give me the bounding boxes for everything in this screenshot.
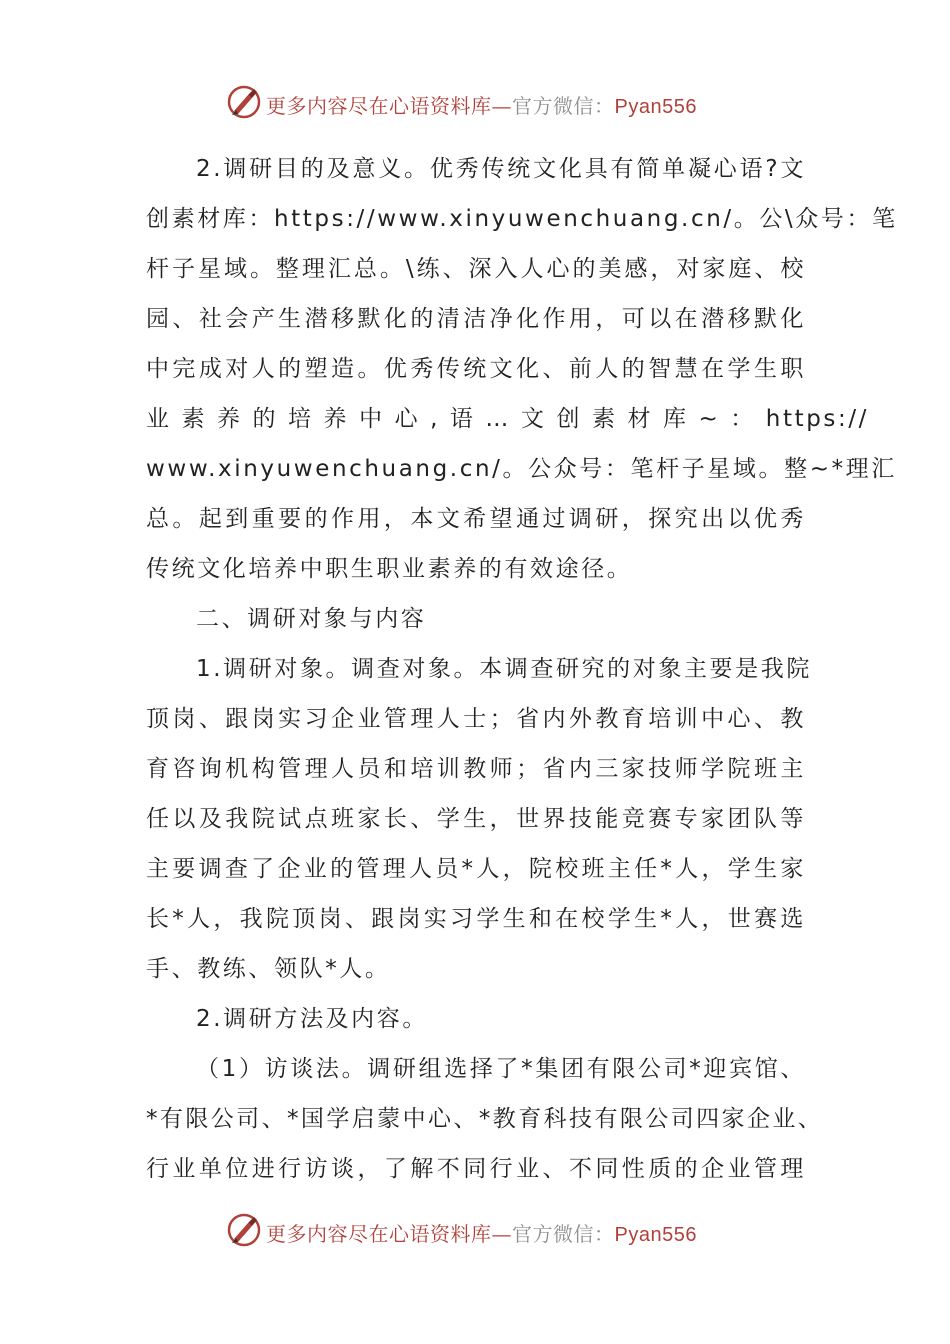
section-heading: 二、调研对象与内容 [196, 606, 427, 632]
text-line: 传统文化培养中职生职业素养的有效途径。 [146, 556, 633, 582]
text-line: 2.调研方法及内容。 [196, 1006, 428, 1032]
footer-watermark [0, 1210, 950, 1250]
text-line: 园、社会产生潜移默化的清洁净化作用，可以在潜移默化 [146, 306, 806, 332]
pen-logo-icon [226, 84, 262, 120]
text-line: 业 素 养 的 培 养 中 心 , 语 … 文 创 素 材 库 ~ ： https:// [146, 406, 870, 432]
header-watermark [0, 82, 950, 122]
text-line: （1）访谈法。调研组选择了*集团有限公司*迎宾馆、 [196, 1056, 806, 1082]
footer-text [266, 1218, 697, 1247]
text-line: www.xinyuwenchuang.cn/。公众号：笔杆子星域。整~*理汇 [146, 456, 897, 482]
text-line: 任以及我院试点班家长、学生，世界技能竞赛专家团队等 [146, 806, 806, 832]
footer-wechat-label: 官方微信： [512, 1222, 615, 1246]
text-line: 中完成对人的塑造。优秀传统文化、前人的智慧在学生职 [146, 356, 806, 382]
footer-wechat-id: Pyan556 [614, 1224, 697, 1246]
footer-main-text: 更多内容尽在心语资料库— [266, 1222, 512, 1246]
text-line: 育咨询机构管理人员和培训教师；省内三家技师学院班主 [146, 756, 806, 782]
text-line: 长*人，我院顶岗、跟岗实习学生和在校学生*人，世赛选 [146, 906, 806, 932]
text-line: 1.调研对象。调查对象。本调查研究的对象主要是我院 [196, 656, 812, 682]
header-main-text: 更多内容尽在心语资料库— [266, 94, 512, 118]
header-wechat-id: Pyan556 [614, 96, 697, 118]
header-text [266, 90, 697, 119]
text-line: 手、教练、领队*人。 [146, 956, 391, 982]
text-line: 创素材库：https://www.xinyuwenchuang.cn/。公\众号：笔 [146, 206, 898, 232]
text-line: 行业单位进行访谈，了解不同行业、不同性质的企业管理 [146, 1156, 806, 1182]
text-line: 总。起到重要的作用，本文希望通过调研，探究出以优秀 [146, 506, 806, 532]
text-line: 主要调查了企业的管理人员*人，院校班主任*人，学生家 [146, 856, 806, 882]
pen-logo-icon [226, 1212, 262, 1248]
text-line: 2.调研目的及意义。优秀传统文化具有简单凝心语?文 [196, 156, 806, 182]
text-line: 杆子星域。整理汇总。\练、深入人心的美感，对家庭、校 [146, 256, 806, 282]
text-line: *有限公司、*国学启蒙中心、*教育科技有限公司四家企业、 [146, 1106, 822, 1132]
header-wechat-label: 官方微信： [512, 94, 615, 118]
text-line: 顶岗、跟岗实习企业管理人士；省内外教育培训中心、教 [146, 706, 806, 732]
